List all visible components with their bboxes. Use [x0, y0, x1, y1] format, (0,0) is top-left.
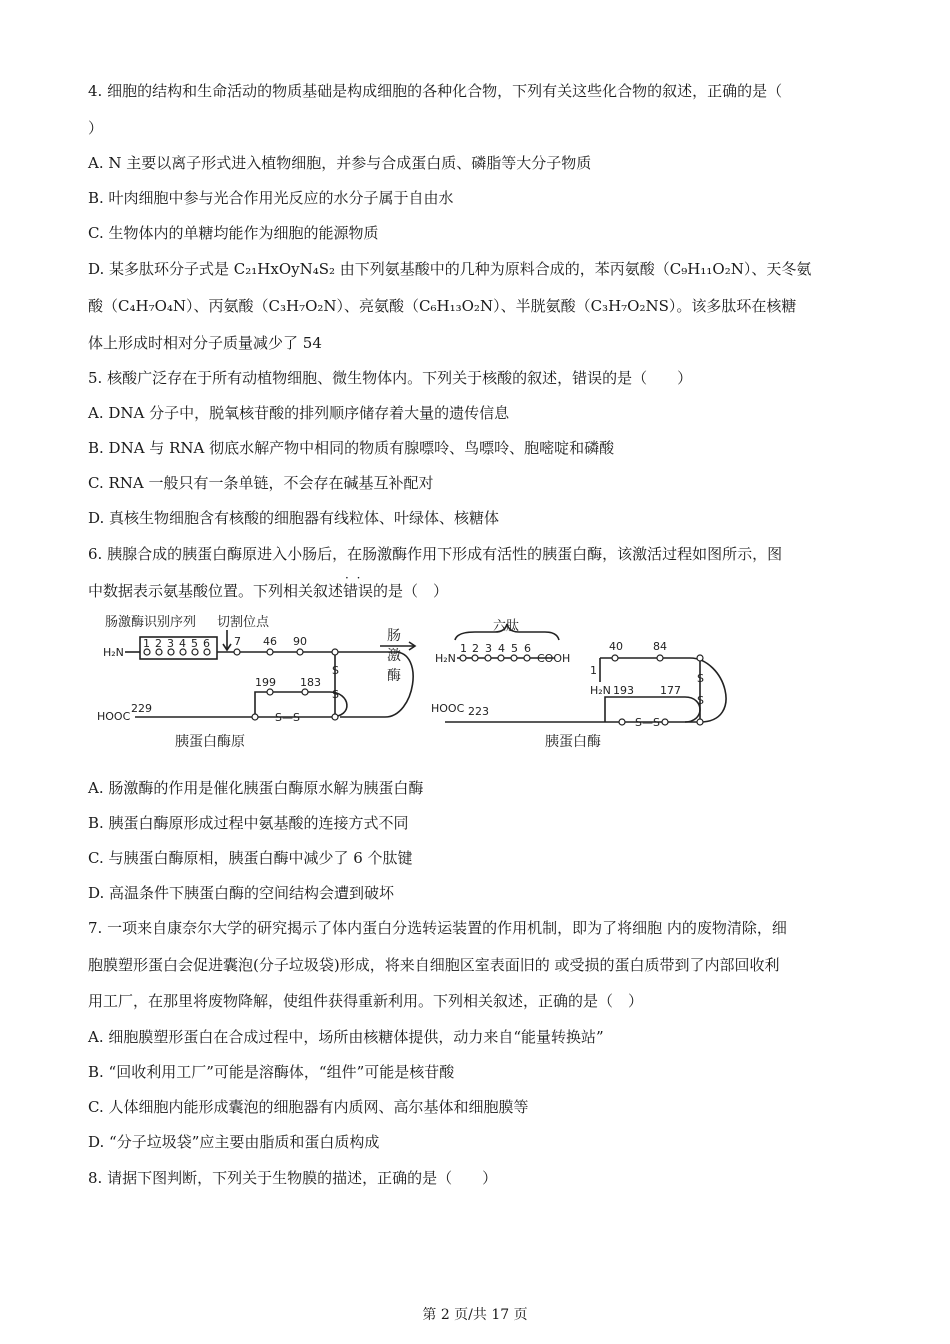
pos-right-84: 84 [653, 640, 667, 653]
q7-stem-line-1: 7. 一项来自康奈尔大学的研究揭示了体内蛋白分选转运装置的作用机制，即为了将细胞 内的废物清除，细 [88, 919, 787, 937]
q5-option-a: A. DNA 分子中，脱氧核苷酸的排列顺序储存着大量的遗传信息 [88, 404, 510, 422]
q7-option-c: C. 人体细胞内能形成囊泡的细胞器有内质网、高尔基体和细胞膜等 [88, 1098, 529, 1116]
q6-emphasis-wrong: · · 错误 [343, 582, 373, 600]
pos-right-177: 177 [660, 684, 681, 697]
label-trypsin: 胰蛋白酶 [545, 734, 601, 750]
q4-stem-line-2: ） [88, 119, 104, 137]
label-cut-site: 切割位点 [217, 615, 270, 630]
label-h2n-right: H₂N [435, 652, 456, 665]
label-h2n-inner: H₂N [590, 684, 611, 697]
q5-option-d: D. 真核生物细胞含有核酸的细胞器有线粒体、叶绿体、核糖体 [88, 509, 500, 527]
q6-option-d: D. 高温条件下胰蛋白酶的空间结构会遭到破坏 [88, 884, 395, 902]
pos-right-5: 5 [511, 642, 518, 655]
pos-left-6: 6 [203, 637, 210, 650]
q6-option-b: B. 胰蛋白酶原形成过程中氨基酸的连接方式不同 [88, 814, 409, 832]
q7-stem-line-2: 胞膜塑形蛋白会促进囊泡(分子垃圾袋)形成，将来自细胞区室表面旧的 或受损的蛋白质带到了内部回收利 [88, 956, 780, 974]
pos-left-4: 4 [179, 637, 186, 650]
pos-left-1: 1 [143, 637, 150, 650]
q4-option-d-line-3: 体上形成时相对分子质量减少了 54 [88, 334, 322, 352]
right-disulfide-ss: S—S [635, 716, 660, 729]
q5-option-c: C. RNA 一般只有一条单链，不会存在碱基互补配对 [88, 474, 434, 492]
label-cooh: COOH [537, 652, 571, 665]
pos-left-183: 183 [300, 676, 321, 689]
pos-right-6: 6 [524, 642, 531, 655]
q4-stem-line-1: 4. 细胞的结构和生命活动的物质基础是构成细胞的各种化合物，下列有关这些化合物的叙述，正确的是（ [88, 82, 783, 100]
pos-left-7: 7 [234, 635, 241, 648]
q6-option-c: C. 与胰蛋白酶原相，胰蛋白酶中减少了 6 个肽键 [88, 849, 413, 867]
q7-option-b: B. “回收利用工厂”可能是溶酶体，“组件”可能是核苷酸 [88, 1063, 455, 1081]
q4-option-a: A. N 主要以离子形式进入植物细胞，并参与合成蛋白质、磷脂等大分子物质 [88, 154, 592, 172]
label-hooc-left: HOOC [97, 710, 131, 723]
pos-left-3: 3 [167, 637, 174, 650]
q6-stem-part-1: 中数据表示氨基酸位置。下列相关叙述 [88, 582, 344, 600]
pos-left-46: 46 [263, 635, 277, 648]
pos-right-1: 1 [460, 642, 467, 655]
pos-left-2: 2 [155, 637, 162, 650]
label-hooc-right: HOOC [431, 702, 465, 715]
right-disulfide-s2: S [697, 694, 704, 707]
label-hexapeptide: 六肽 [493, 619, 520, 634]
label-trypsinogen: 胰蛋白酶原 [175, 734, 245, 750]
pos-right-223: 223 [468, 705, 489, 718]
right-disulfide-s1: S [697, 672, 704, 685]
q5-stem: 5. 核酸广泛存在于所有动植物细胞、微生物体内。下列关于核酸的叙述，错误的是（ ） [88, 369, 693, 387]
trypsinogen-activation-diagram [95, 612, 855, 752]
pos-right-40: 40 [609, 640, 623, 653]
q4-option-d-line-2: 酸（C₄H₇O₄N）、丙氨酸（C₃H₇O₂N）、亮氨酸（C₆H₁₃O₂N）、半胱氨酸（C₃H₇O₂NS）。该多肽环在核糖 [88, 297, 797, 315]
q4-option-c: C. 生物体内的单糖均能作为细胞的能源物质 [88, 224, 379, 242]
label-h2n-left: H₂N [103, 646, 124, 659]
q4-option-b: B. 叶肉细胞中参与光合作用光反应的水分子属于自由水 [88, 189, 454, 207]
q7-option-d: D. “分子垃圾袋”应主要由脂质和蛋白质构成 [88, 1133, 380, 1151]
q7-stem-line-3: 用工厂，在那里将废物降解，使组件获得重新利用。下列相关叙述，正确的是（ ） [88, 992, 644, 1010]
label-recognition-sequence: 肠激酶识别序列 [105, 615, 197, 630]
pos-left-229: 229 [131, 702, 152, 715]
pos-left-5: 5 [191, 637, 198, 650]
left-disulfide-s1: S [332, 664, 339, 677]
pos-right-4: 4 [498, 642, 505, 655]
q5-option-b: B. DNA 与 RNA 彻底水解产物中相同的物质有腺嘌呤、鸟嘌呤、胞嘧啶和磷酸 [88, 439, 615, 457]
left-disulfide-ss: S—S [275, 711, 300, 724]
q7-option-a: A. 细胞膜塑形蛋白在合成过程中，场所由核糖体提供，动力来自“能量转换站” [88, 1028, 604, 1046]
arrow-label-2: 激 [387, 648, 401, 664]
arrow-label-3: 酶 [387, 668, 401, 684]
q6-stem-part-3: 的是（ ） [373, 582, 449, 600]
pos-right-2: 2 [472, 642, 479, 655]
page-footer: 第 2 页/共 17 页 [422, 1307, 528, 1323]
arrow-label-1: 肠 [387, 628, 401, 644]
q8-stem: 8. 请据下图判断，下列关于生物膜的描述，正确的是（ ） [88, 1169, 498, 1187]
q6-stem-line-2 [88, 581, 448, 601]
q4-option-d-line-1: D. 某多肽环分子式是 C₂₁HxOyN₄S₂ 由下列氨基酸中的几种为原料合成的，苯丙氨酸（C₉H₁₁O₂N）、天冬氨 [88, 260, 812, 278]
pos-right-1b: 1 [590, 664, 597, 677]
pos-right-193: 193 [613, 684, 634, 697]
q6-stem-line-1: 6. 胰腺合成的胰蛋白酶原进入小肠后，在肠激酶作用下形成有活性的胰蛋白酶，该激活过程如图所示，图 [88, 545, 783, 563]
q6-option-a: A. 肠激酶的作用是催化胰蛋白酶原水解为胰蛋白酶 [88, 779, 424, 797]
left-disulfide-s2: S [332, 688, 339, 701]
pos-left-90: 90 [293, 635, 307, 648]
pos-left-199: 199 [255, 676, 276, 689]
pos-right-3: 3 [485, 642, 492, 655]
